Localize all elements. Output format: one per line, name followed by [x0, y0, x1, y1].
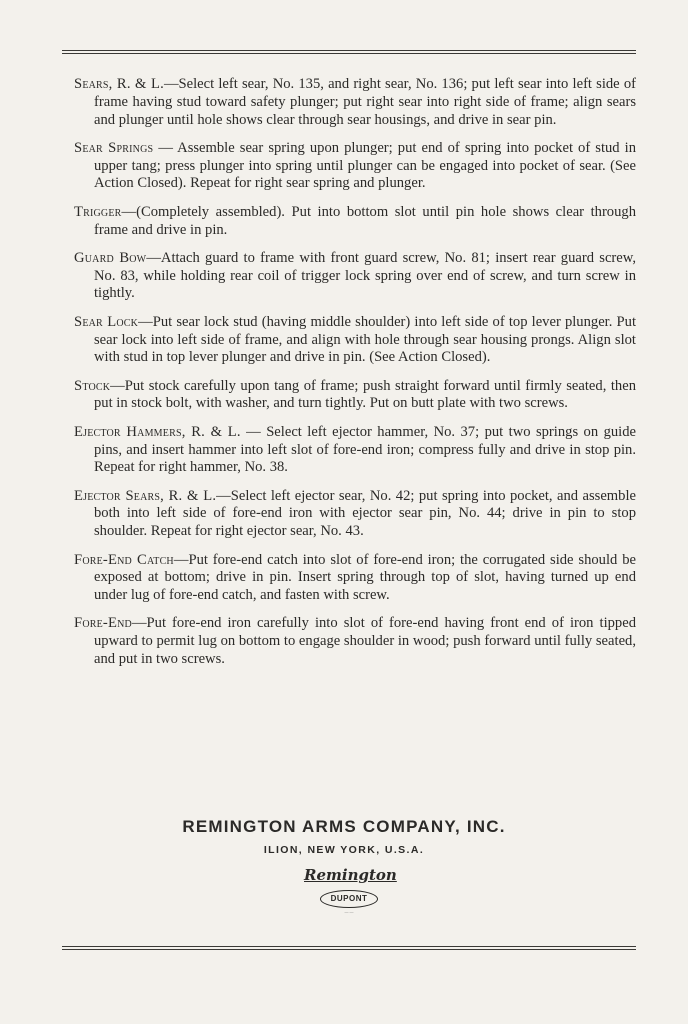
dupont-oval-logo: DUPONT — [320, 890, 378, 908]
paragraph-text: — Select left ejector hammer, No. 37; put two springs on guide pins, and insert hammer into left slot of fore-end iron; compress fully and drive in stop pin. Repeat for right hammer, No. 38. — [94, 423, 636, 476]
remington-dupont-logo — [304, 866, 397, 918]
paragraph-stock — [74, 378, 636, 414]
trademark-mark: — — — [344, 909, 354, 914]
instructions-body — [74, 76, 636, 679]
remington-script-logo: Remington — [304, 866, 397, 884]
paragraph-text: — Assemble sear spring upon plunger; put end of spring into pocket of stud in upper tang; press plunger into spring until plunger can be engaged into pocket of sear. (See Action Closed). Repeat for right sear spring and plunger. — [94, 139, 636, 192]
paragraph-heading: Fore-End — [74, 615, 132, 632]
paragraph-text: —Put sear lock stud (having middle shoulder) into left side of top lever plunger. Put sear lock into left side of frame, and align with hole through sear housing prongs. Align slot with stud in top lever plunger and drive in pin. (See Action Closed). — [94, 313, 637, 366]
bottom-rule — [62, 946, 636, 950]
paragraph-heading: Stock — [74, 377, 111, 394]
paragraph-sears — [74, 76, 636, 129]
paragraph-heading: Ejector Hammers, R. & L. — [74, 423, 241, 440]
paragraph-ejector-hammers — [74, 424, 636, 477]
paragraph-trigger — [74, 204, 636, 240]
paragraph-sear-lock — [74, 314, 636, 367]
paragraph-heading: Sear Lock — [74, 313, 139, 330]
paragraph-heading: Ejector Sears, R. & L. — [74, 487, 217, 504]
paragraph-text: —(Completely assembled). Put into bottom slot until pin hole shows clear through frame and drive in pin. — [94, 203, 636, 238]
paragraph-ejector-sears — [74, 488, 636, 541]
paragraph-fore-end — [74, 615, 636, 668]
company-name: REMINGTON ARMS COMPANY, INC. — [182, 817, 506, 836]
paragraph-text: —Put stock carefully upon tang of frame; push straight forward until firmly seated, then put in stock bolt, with washer, and turn tightly. Put on butt plate with two screws. — [94, 377, 636, 412]
paragraph-guard-bow — [74, 250, 636, 303]
paragraph-fore-end-catch — [74, 552, 636, 605]
paragraph-text: —Put fore-end iron carefully into slot of fore-end having front end of iron tipped upward to permit lug on bottom to engage shoulder in wood; push forward until fully seated, and put in two screws. — [94, 615, 636, 668]
paragraph-heading: Sears, R. & L. — [74, 76, 164, 92]
paragraph-heading: Trigger — [74, 203, 122, 220]
company-address: ILION, NEW YORK, U.S.A. — [263, 844, 425, 856]
paragraph-heading: Fore-End Catch — [74, 551, 174, 568]
paragraph-text: —Select left sear, No. 135, and right sear, No. 136; put left sear into left side of frame having stud toward safety plunger; put right sear into right side of frame; align sears and plunger until hole shows clear through sear housings, and drive in sear pin. — [94, 76, 636, 128]
paragraph-sear-springs — [74, 140, 636, 193]
paragraph-heading: Guard Bow — [74, 249, 147, 266]
top-rule — [62, 50, 636, 54]
paragraph-heading: Sear Springs — [74, 139, 154, 156]
paragraph-text: —Attach guard to frame with front guard screw, No. 81; insert rear guard screw, No. 83, while holding rear coil of trigger lock spring over end of screw, and turn screw in tightly. — [94, 249, 636, 302]
paragraph-text: —Put fore-end catch into slot of fore-end iron; the corrugated side should be exposed at bottom; drive in pin. Insert spring through top of slot, having turned up end under lug of fore-end catch, and fasten with screw. — [94, 551, 636, 604]
paragraph-text: —Select left ejector sear, No. 42; put spring into pocket, and assemble both into left side of fore-end iron with ejector sear pin, No. 44; drive in pin to stop shoulder. Repeat for right ejector sear, No. 43. — [94, 487, 636, 540]
